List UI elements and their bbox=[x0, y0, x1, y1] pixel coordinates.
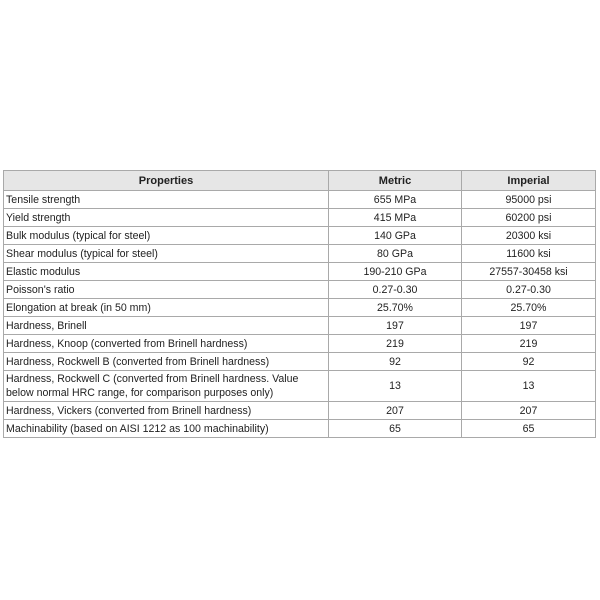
imperial-cell: 207 bbox=[462, 402, 596, 420]
table-header-row bbox=[4, 171, 596, 191]
imperial-cell: 219 bbox=[462, 335, 596, 353]
metric-cell: 13 bbox=[329, 371, 462, 402]
property-cell: Hardness, Rockwell B (converted from Brinell hardness) bbox=[4, 353, 329, 371]
property-cell: Hardness, Knoop (converted from Brinell hardness) bbox=[4, 335, 329, 353]
table-row bbox=[4, 299, 596, 317]
property-cell: Hardness, Rockwell C (converted from Brinell hardness. Value below normal HRC range, for comparison purposes only) bbox=[4, 371, 329, 402]
header-imperial: Imperial bbox=[462, 171, 596, 191]
table-row bbox=[4, 420, 596, 438]
metric-cell: 80 GPa bbox=[329, 245, 462, 263]
property-cell: Hardness, Vickers (converted from Brinell hardness) bbox=[4, 402, 329, 420]
property-cell: Poisson's ratio bbox=[4, 281, 329, 299]
metric-cell: 655 MPa bbox=[329, 191, 462, 209]
metric-cell: 92 bbox=[329, 353, 462, 371]
table-row bbox=[4, 335, 596, 353]
properties-table bbox=[3, 170, 596, 438]
metric-cell: 207 bbox=[329, 402, 462, 420]
imperial-cell: 92 bbox=[462, 353, 596, 371]
imperial-cell: 95000 psi bbox=[462, 191, 596, 209]
property-cell: Bulk modulus (typical for steel) bbox=[4, 227, 329, 245]
table-row bbox=[4, 402, 596, 420]
imperial-cell: 20300 ksi bbox=[462, 227, 596, 245]
imperial-cell: 0.27-0.30 bbox=[462, 281, 596, 299]
table-row bbox=[4, 227, 596, 245]
table-row bbox=[4, 281, 596, 299]
table-row bbox=[4, 191, 596, 209]
property-cell: Elongation at break (in 50 mm) bbox=[4, 299, 329, 317]
properties-table-container bbox=[3, 170, 595, 438]
property-cell: Shear modulus (typical for steel) bbox=[4, 245, 329, 263]
metric-cell: 25.70% bbox=[329, 299, 462, 317]
metric-cell: 415 MPa bbox=[329, 209, 462, 227]
table-row bbox=[4, 245, 596, 263]
metric-cell: 197 bbox=[329, 317, 462, 335]
metric-cell: 140 GPa bbox=[329, 227, 462, 245]
metric-cell: 190-210 GPa bbox=[329, 263, 462, 281]
imperial-cell: 60200 psi bbox=[462, 209, 596, 227]
imperial-cell: 197 bbox=[462, 317, 596, 335]
table-row bbox=[4, 317, 596, 335]
property-cell: Tensile strength bbox=[4, 191, 329, 209]
table-row bbox=[4, 209, 596, 227]
header-metric: Metric bbox=[329, 171, 462, 191]
header-properties: Properties bbox=[4, 171, 329, 191]
property-cell: Yield strength bbox=[4, 209, 329, 227]
imperial-cell: 27557-30458 ksi bbox=[462, 263, 596, 281]
imperial-cell: 25.70% bbox=[462, 299, 596, 317]
table-row bbox=[4, 263, 596, 281]
table-row bbox=[4, 353, 596, 371]
imperial-cell: 11600 ksi bbox=[462, 245, 596, 263]
metric-cell: 65 bbox=[329, 420, 462, 438]
metric-cell: 219 bbox=[329, 335, 462, 353]
imperial-cell: 65 bbox=[462, 420, 596, 438]
property-cell: Machinability (based on AISI 1212 as 100 machinability) bbox=[4, 420, 329, 438]
property-cell: Elastic modulus bbox=[4, 263, 329, 281]
imperial-cell: 13 bbox=[462, 371, 596, 402]
table-row bbox=[4, 371, 596, 402]
metric-cell: 0.27-0.30 bbox=[329, 281, 462, 299]
property-cell: Hardness, Brinell bbox=[4, 317, 329, 335]
